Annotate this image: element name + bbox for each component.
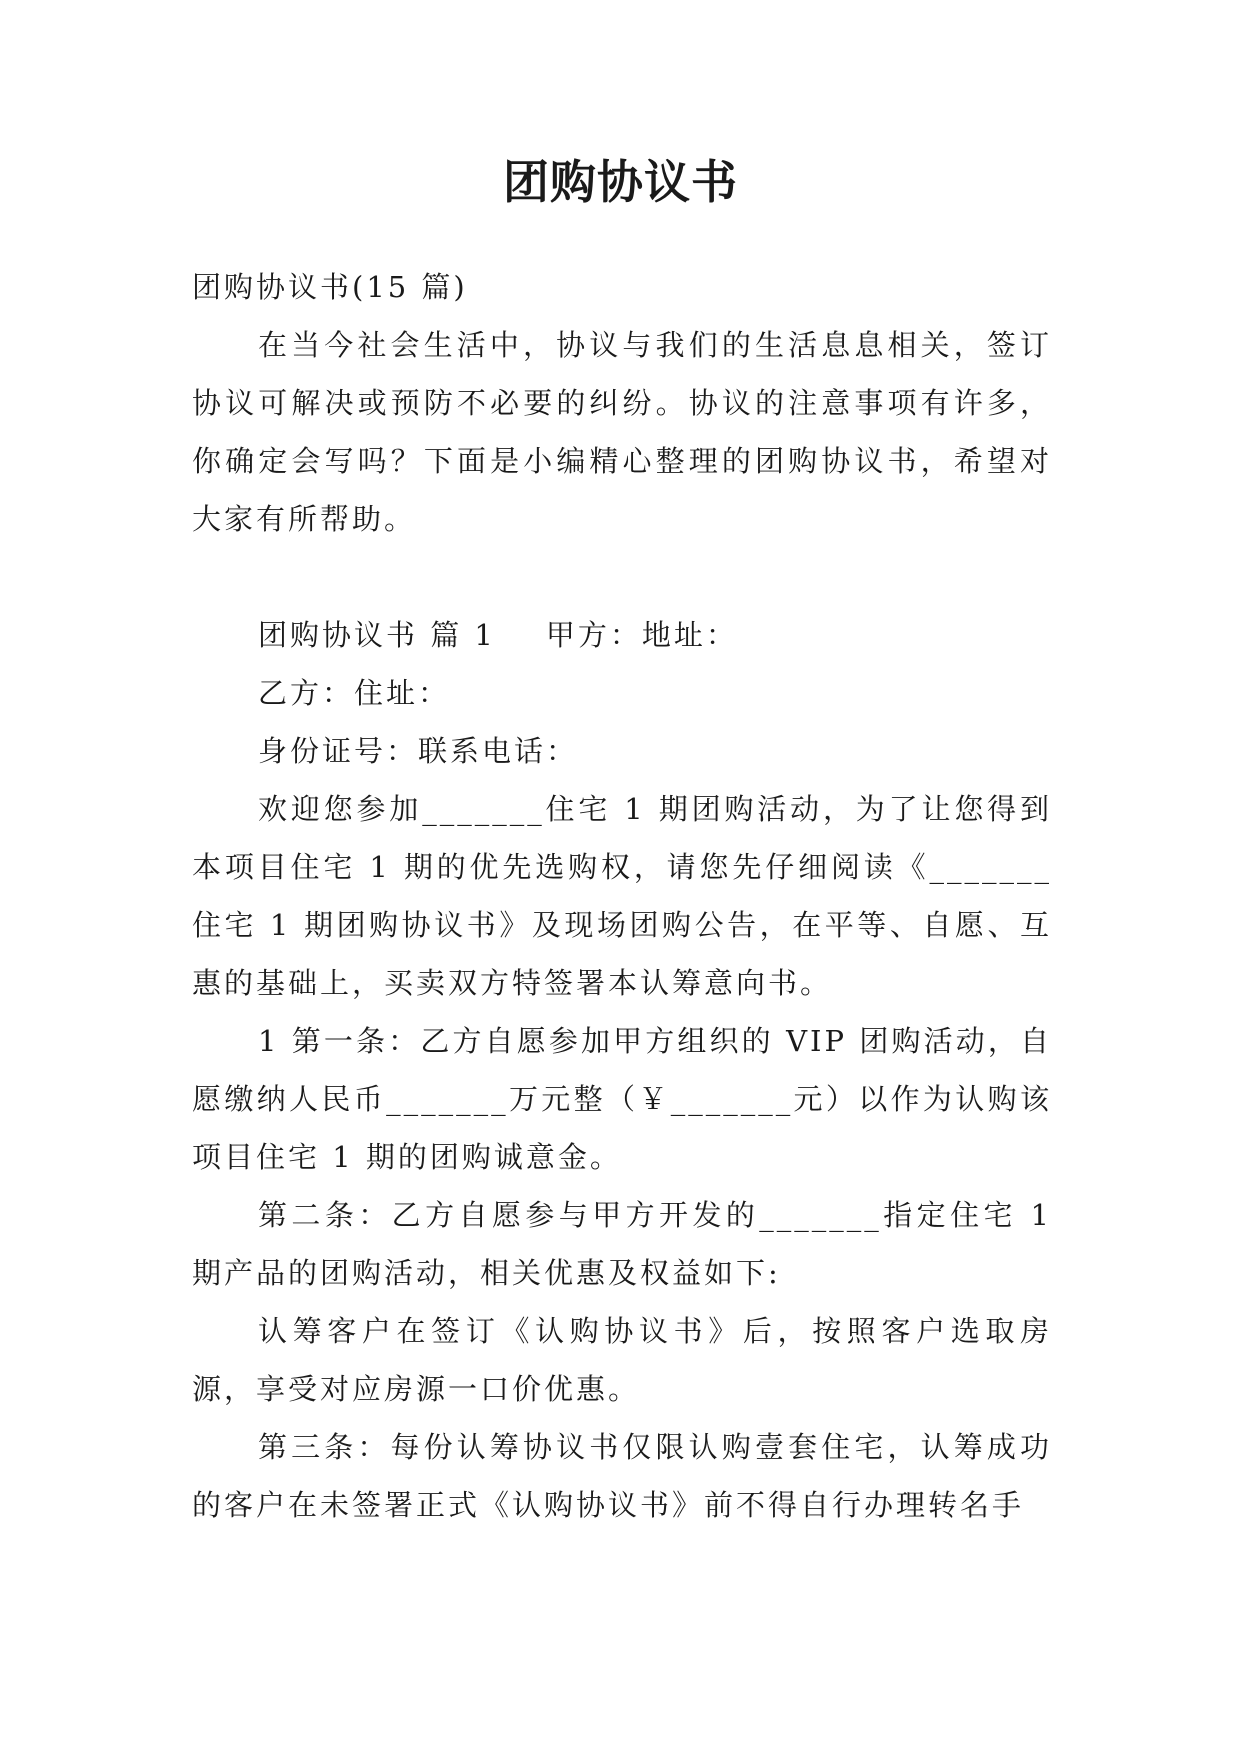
document-body (192, 258, 1052, 1534)
welcome-paragraph: 欢迎您参加_______住宅 1 期团购活动，为了让您得到本项目住宅 1 期的优先选购权，请您先仔细阅读《_______住宅 1 期团购协议书》及现场团购公告，在平等、自愿、互惠的基础上，买卖双方特签署本认筹意向书。 (192, 792, 1052, 1000)
party-a-line: 甲方：地址： (545, 618, 738, 652)
article-2: 第二条：乙方自愿参与甲方开发的_______指定住宅 1 期产品的团购活动，相关优惠及权益如下: (192, 1198, 1052, 1290)
article-2-detail: 认筹客户在签订《认购协议书》后，按照客户选取房源，享受对应房源一口价优惠。 (192, 1314, 1052, 1406)
article-1: 1 第一条：乙方自愿参加甲方组织的 VIP 团购活动，自愿缴纳人民币_______万元整（￥_______元）以作为认购该项目住宅 1 期的团购诚意金。 (192, 1024, 1052, 1174)
section-heading-line (192, 606, 1052, 664)
paragraph-gap (192, 548, 1052, 606)
section-heading: 团购协议书 篇 1 (258, 618, 496, 652)
article-3: 第三条：每份认筹协议书仅限认购壹套住宅，认筹成功的客户在未签署正式《认购协议书》前不得自行办理转名手 (192, 1430, 1052, 1522)
document-subtitle: 团购协议书(15 篇) (192, 270, 468, 304)
id-phone-line: 身份证号：联系电话： (258, 734, 579, 768)
document-title: 团购协议书 (503, 155, 738, 209)
party-b-line: 乙方：住址： (258, 676, 451, 710)
intro-paragraph: 在当今社会生活中，协议与我们的生活息息相关，签订协议可解决或预防不必要的纠纷。协议的注意事项有许多，你确定会写吗？下面是小编精心整理的团购协议书，希望对大家有所帮助。 (192, 328, 1052, 536)
